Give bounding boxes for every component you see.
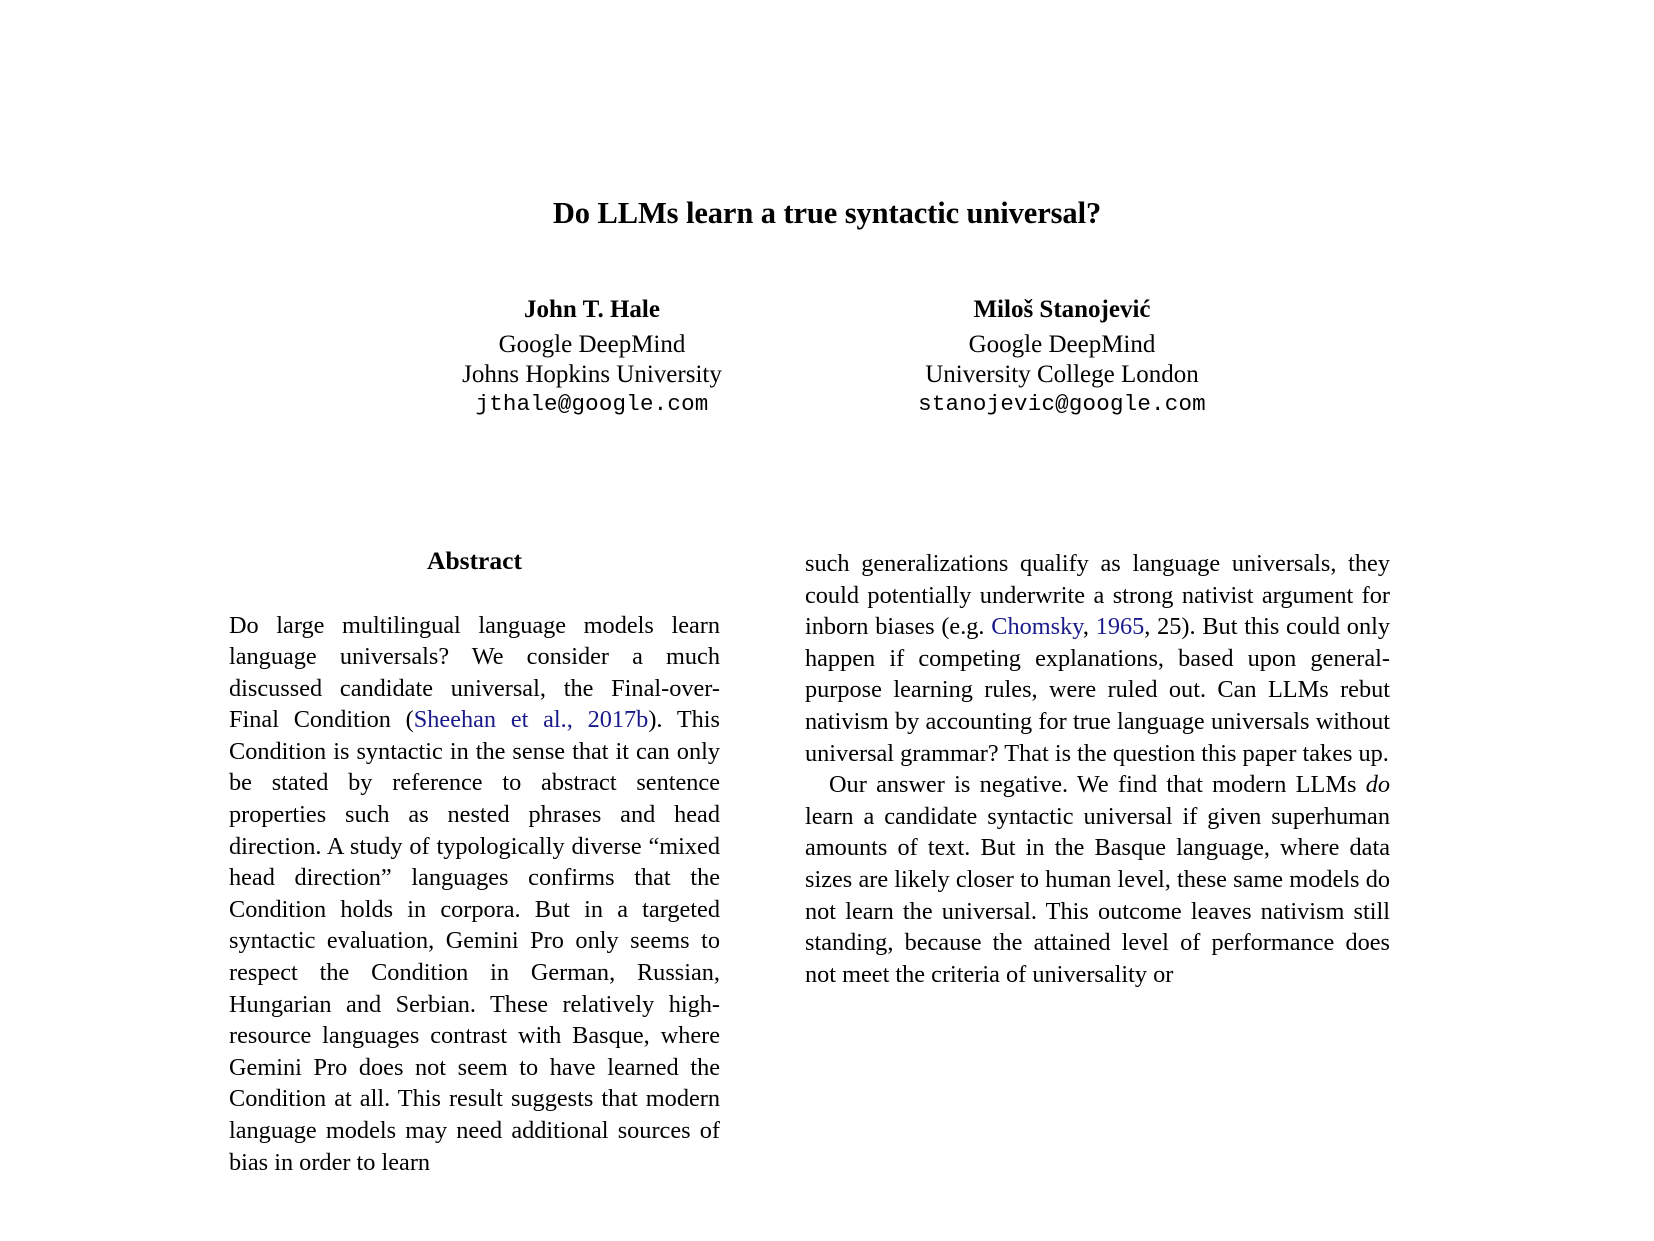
title-block [0,0,1654,231]
citation-link-chomsky-author[interactable]: Chomsky [991,613,1083,641]
author-email[interactable]: stanojevic@google.com [918,391,1206,418]
page-title: Do LLMs learn a true syntactic universal? [552,196,1102,230]
author-name: John T. Hale [524,296,660,324]
author-name: Miloš Stanojević [973,296,1151,324]
abstract-text-segment-1: Do large multilingual language models learn language universals? We consider a much discussed candidate universal, the Final-over-Final Condition ( [229,611,720,734]
author-affiliation-primary: Google DeepMind [968,331,1156,359]
abstract-paragraph [229,610,720,1179]
column-left-abstract [229,548,720,1241]
abstract-heading: Abstract [427,548,522,575]
author-entry-1 [357,297,827,416]
citation-link-chomsky-year[interactable]: 1965 [1095,613,1145,641]
author-email[interactable]: jthale@google.com [475,391,709,418]
paragraph-1-segment-1: such generalizations qualify as language universals, they could potentially underwrite a strong nativist argument for inborn biases (e.g. [805,550,1390,641]
citation-link-sheehan[interactable]: Sheehan et al., 2017b [413,706,649,734]
citation-separator: , [1082,613,1096,641]
paragraph-2-segment-2: learn a candidate syntactic universal if given superhuman amounts of text. But in the Basque language, where data sizes are likely closer to human level, these same models do not learn the universal. This outcome leaves nativism still standing, because the attained level of performance does not meet the criteria of universality or [805,802,1390,988]
author-entry-2 [827,297,1297,416]
body-paragraph-2 [805,769,1390,990]
author-affiliation-secondary: University College London [925,361,1199,389]
paragraph-2-segment-1: Our answer is negative. We find that modern LLMs [829,771,1366,799]
author-affiliation-primary: Google DeepMind [498,331,686,359]
author-affiliation-secondary: Johns Hopkins University [462,361,722,389]
column-right-body [805,548,1390,1241]
emphasis-do: do [1365,771,1390,799]
two-column-body [0,548,1654,1241]
abstract-text-segment-2: ). This Condition is syntactic in the sense that it can only be stated by reference to abstract sentence properties such as nested phrases and head direction. A study of typologically diverse “mixed head direction” languages confirms that the Condition holds in corpora. But in a targeted syntactic evaluation, Gemini Pro only seems to respect the Condition in German, Russian, Hungarian and Serbian. These relatively high-resource languages contrast with Basque, where Gemini Pro does not seem to have learned the Condition at all. This result suggests that modern language models may need additional sources of bias in order to learn [229,706,720,1176]
author-block [0,297,1654,416]
paragraph-1-segment-2: , 25). But this could only happen if competing explanations, based upon general-purpose learning rules, were ruled out. Can LLMs rebut nativism by accounting for true language universals without universal grammar? That is the question this paper takes up. [805,613,1390,767]
body-paragraph-1 [805,548,1390,769]
